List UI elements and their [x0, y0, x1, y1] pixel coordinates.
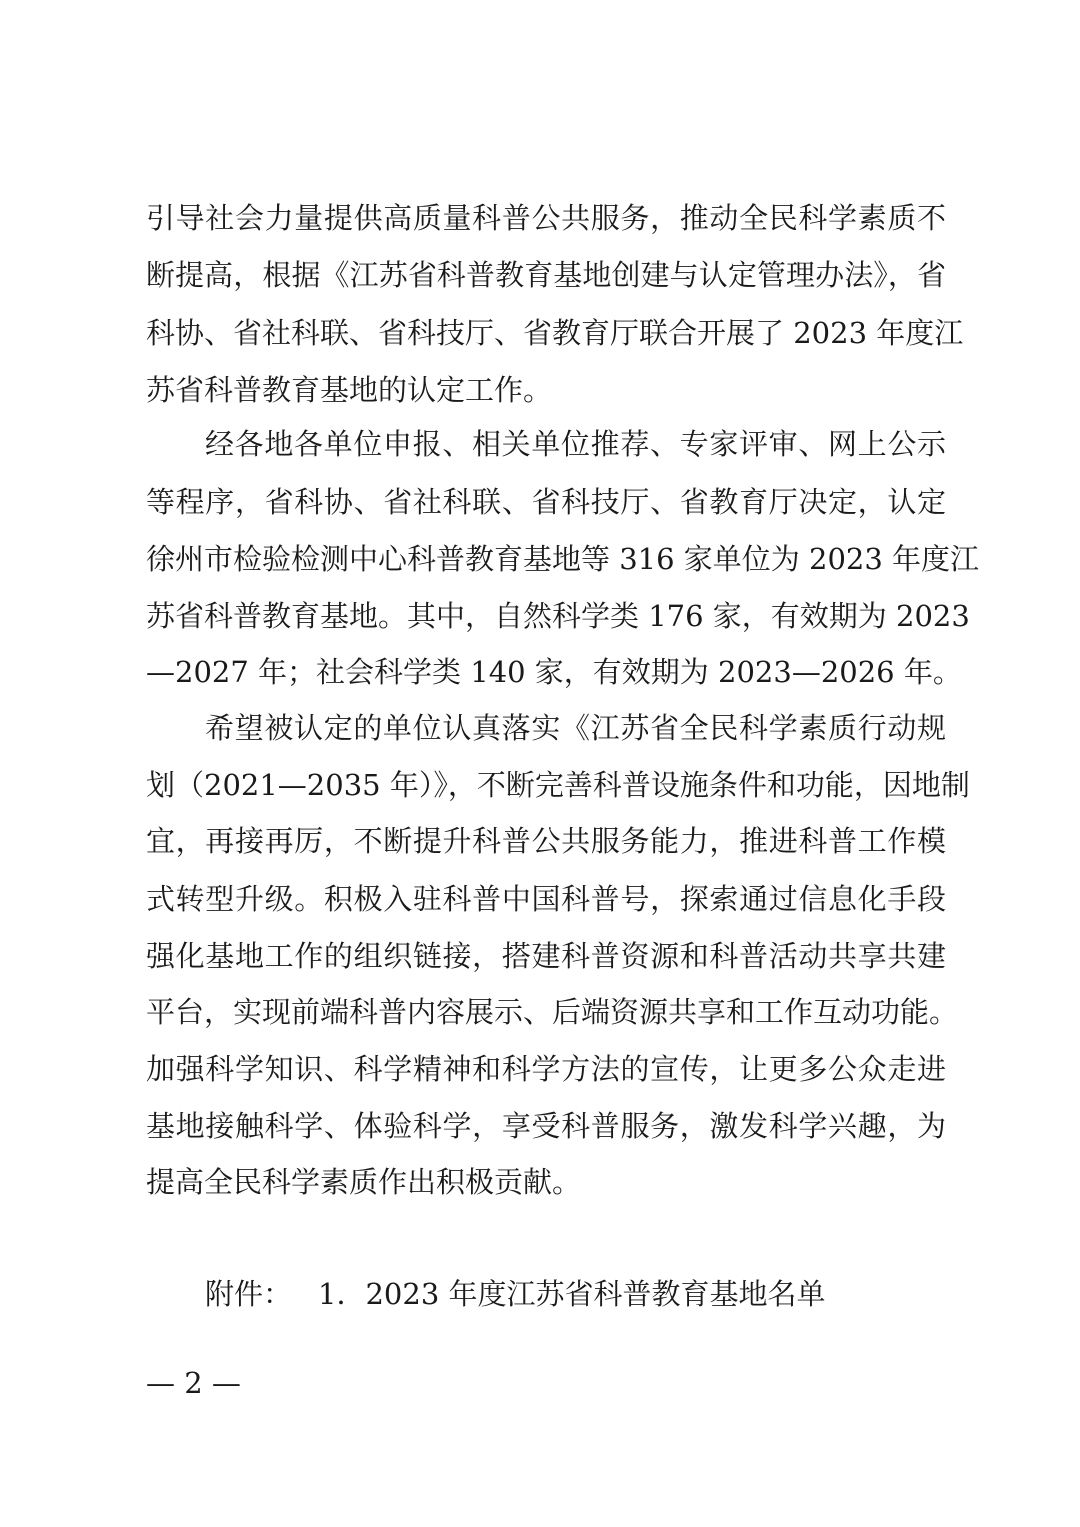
paragraph-2-line-3: 徐州市检验检测中心科普教育基地等 316 家单位为 2023 年度江	[146, 542, 980, 576]
paragraph-3-line-8: 基地接触科学、体验科学，享受科普服务，激发科学兴趣，为	[146, 1109, 946, 1143]
attachment-label: 附件：	[205, 1277, 293, 1311]
paragraph-2-line-1: 经各地各单位申报、相关单位推荐、专家评审、网上公示	[205, 427, 946, 461]
paragraph-3-line-5: 强化基地工作的组织链接，搭建科普资源和科普活动共享共建	[146, 939, 946, 973]
paragraph-3-line-4: 式转型升级。积极入驻科普中国科普号，探索通过信息化手段	[146, 882, 946, 916]
page-number: — 2 —	[146, 1366, 241, 1400]
paragraph-3-line-1: 希望被认定的单位认真落实《江苏省全民科学素质行动规	[205, 711, 946, 745]
paragraph-3-line-2: 划（2021—2035 年）》，不断完善科普设施条件和功能，因地制	[146, 768, 970, 802]
paragraph-2-line-5: —2027 年；社会科学类 140 家，有效期为 2023—2026 年。	[146, 655, 962, 689]
paragraph-1-line-1: 引导社会力量提供高质量科普公共服务，推动全民科学素质不	[146, 201, 946, 235]
paragraph-1-line-4: 苏省科普教育基地的认定工作。	[146, 373, 553, 407]
paragraph-3-line-3: 宜，再接再厉，不断提升科普公共服务能力，推进科普工作模	[146, 824, 946, 858]
paragraph-2-line-4: 苏省科普教育基地。其中，自然科学类 176 家，有效期为 2023	[146, 599, 970, 633]
attachment-line	[205, 1274, 826, 1314]
paragraph-1-line-3: 科协、省社科联、省科技厅、省教育厅联合开展了 2023 年度江	[146, 316, 964, 350]
attachment-item: 1．2023 年度江苏省科普教育基地名单	[318, 1277, 826, 1311]
paragraph-2-line-2: 等程序，省科协、省社科联、省科技厅、省教育厅决定，认定	[146, 485, 946, 519]
paragraph-3-line-7: 加强科学知识、科学精神和科学方法的宣传，让更多公众走进	[146, 1052, 946, 1086]
paragraph-3-line-9: 提高全民科学素质作出积极贡献。	[146, 1165, 582, 1199]
paragraph-1-line-2: 断提高，根据《江苏省科普教育基地创建与认定管理办法》，省	[146, 258, 946, 292]
paragraph-3-line-6: 平台，实现前端科普内容展示、后端资源共享和工作互动功能。	[146, 995, 959, 1029]
